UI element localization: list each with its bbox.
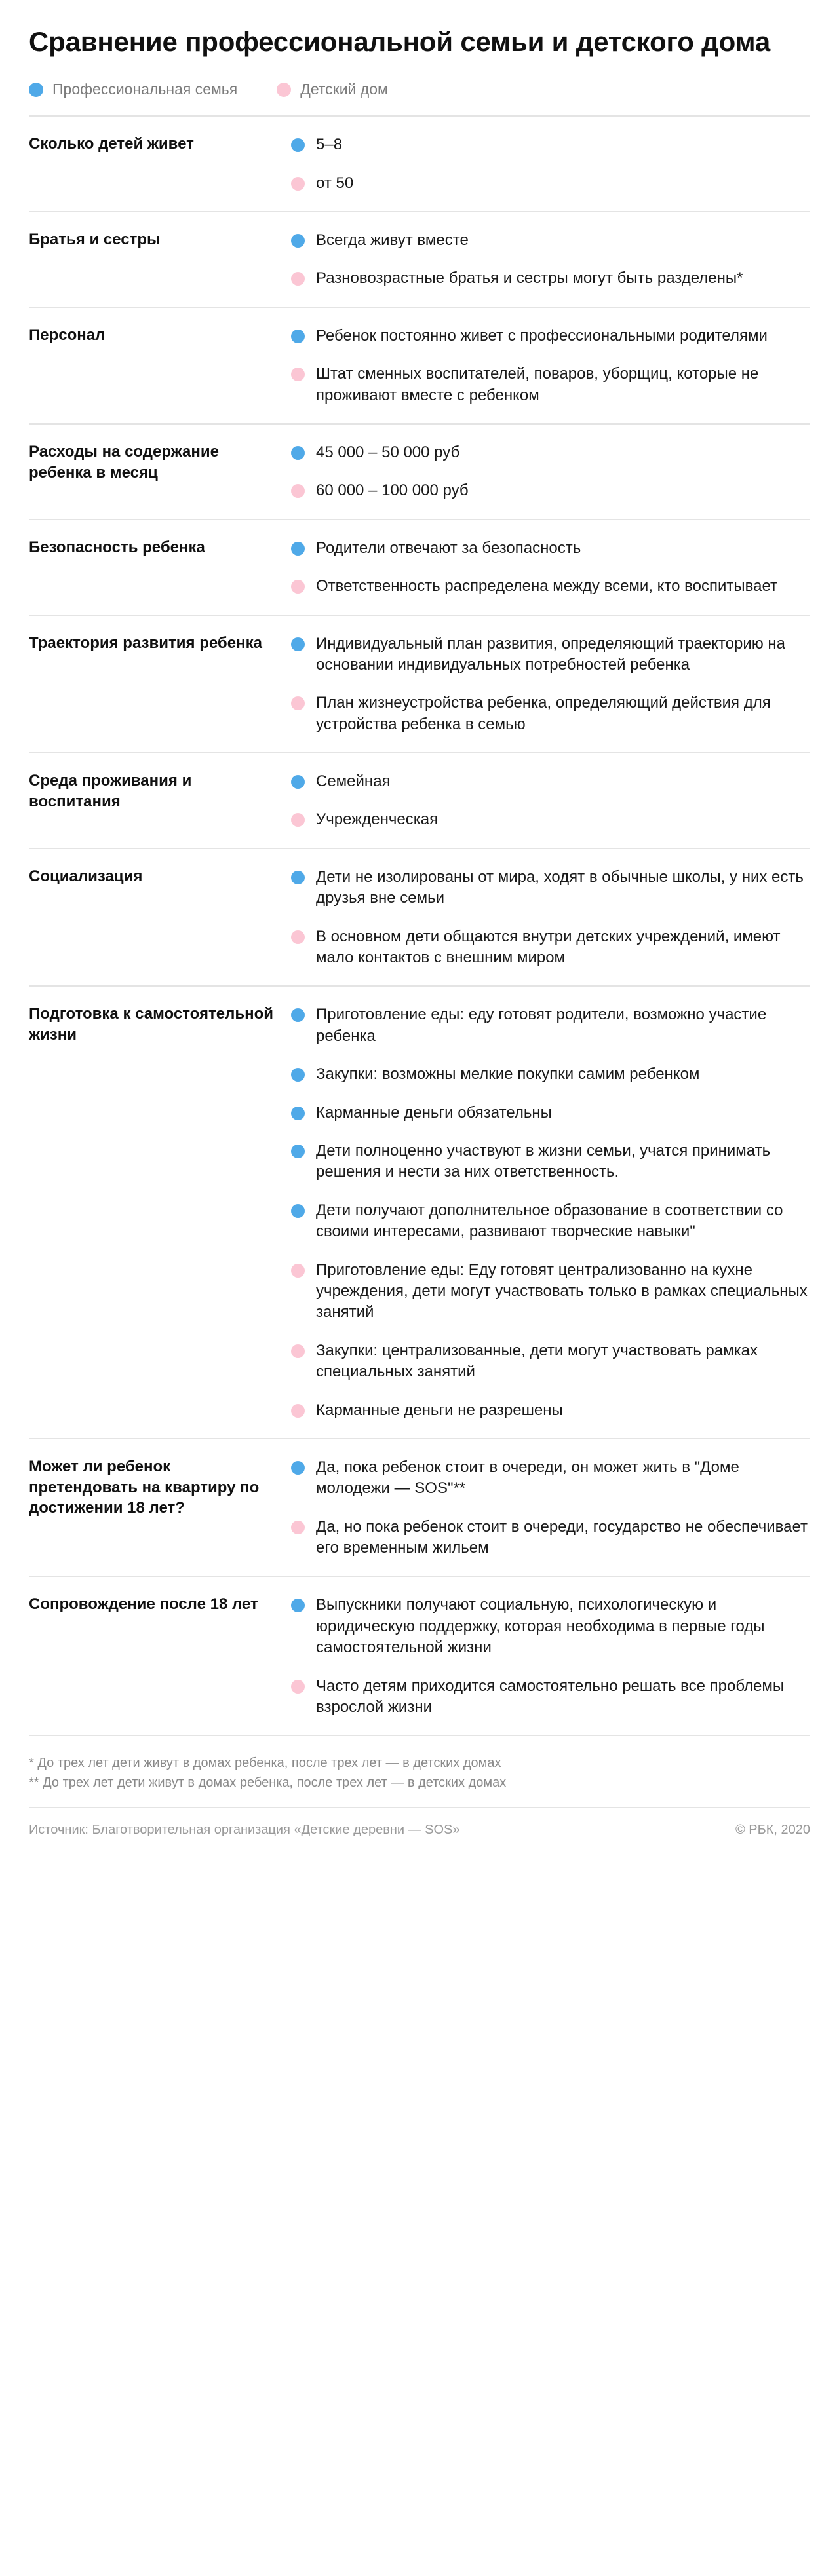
comparison-item-text: Да, пока ребенок стоит в очереди, он может жить в "Доме молодежи — SOS"** xyxy=(316,1458,739,1498)
row-items xyxy=(291,325,810,406)
comparison-item-text: Да, но пока ребенок стоит в очереди, государство не обеспечивает его временным жильем xyxy=(316,1517,808,1557)
comparison-item xyxy=(291,1517,810,1559)
comparison-item-text: Индивидуальный план развития, определяющий траекторию на основании индивидуальных потребностей ребенка xyxy=(316,634,786,673)
comparison-item-text: Приготовление еды: еду готовят родители, возможно участие ребенка xyxy=(316,1006,767,1045)
comparison-item xyxy=(291,771,810,792)
row-label: Среда проживания и воспитания xyxy=(29,772,192,810)
comparison-item-text: План жизнеустройства ребенка, определяющий действия для устройства ребенка в семью xyxy=(316,694,771,733)
comparison-row xyxy=(29,117,810,212)
comparison-item-text: Семейная xyxy=(316,772,391,791)
row-label: Подготовка к самостоятельной жизни xyxy=(29,1005,274,1044)
comparison-item xyxy=(291,692,810,735)
comparison-item xyxy=(291,926,810,969)
legend-dot-family xyxy=(29,83,43,97)
comparison-item xyxy=(291,442,810,463)
bullet-dot-orphanage-icon xyxy=(291,696,305,710)
comparison-item-text: 45 000 – 50 000 руб xyxy=(316,443,460,461)
comparison-item xyxy=(291,1595,810,1658)
comparison-row xyxy=(29,753,810,849)
bullet-dot-orphanage-icon xyxy=(291,368,305,381)
bullet-dot-family-icon xyxy=(291,1145,305,1158)
comparison-item xyxy=(291,809,810,830)
comparison-item xyxy=(291,538,810,559)
row-items xyxy=(291,1594,810,1718)
row-label: Братья и сестры xyxy=(29,231,161,249)
bullet-dot-orphanage-icon xyxy=(291,272,305,286)
comparison-item-text: Карманные деньги не разрешены xyxy=(316,1401,563,1419)
bullet-dot-family-icon xyxy=(291,1068,305,1082)
comparison-item-text: Карманные деньги обязательны xyxy=(316,1103,552,1122)
bullet-dot-family-icon xyxy=(291,542,305,556)
comparison-item xyxy=(291,576,810,597)
row-items xyxy=(291,537,810,597)
row-items xyxy=(291,770,810,831)
legend-dot-orphanage xyxy=(277,83,291,97)
comparison-item-text: Дети полноценно участвуют в жизни семьи, учатся принимать решения и нести за них ответственность. xyxy=(316,1142,771,1181)
bullet-dot-orphanage-icon xyxy=(291,1521,305,1534)
legend-label-family: Профессиональная семья xyxy=(52,81,238,98)
comparison-item-text: Приготовление еды: Еду готовят централизованно на кухне учреждения, дети могут участвовать только в рамках специальных занятий xyxy=(316,1260,808,1321)
row-label: Может ли ребенок претендовать на квартиру по достижении 18 лет? xyxy=(29,1457,260,1517)
bullet-dot-family-icon xyxy=(291,637,305,651)
comparison-row xyxy=(29,1439,810,1578)
comparison-item xyxy=(291,1260,810,1323)
credit-text: © РБК, 2020 xyxy=(735,1823,810,1838)
comparison-item-text: от 50 xyxy=(316,174,354,192)
bullet-dot-orphanage-icon xyxy=(291,580,305,594)
bullet-dot-orphanage-icon xyxy=(291,177,305,191)
comparison-item xyxy=(291,1340,810,1383)
comparison-item-text: В основном дети общаются внутри детских учреждений, имеют мало контактов с внешним миром xyxy=(316,927,781,967)
comparison-item-text: 60 000 – 100 000 руб xyxy=(316,482,469,500)
comparison-item-text: Разновозрастные братья и сестры могут быть разделены* xyxy=(316,269,743,288)
row-items xyxy=(291,866,810,969)
bullet-dot-family-icon xyxy=(291,1599,305,1612)
row-label: Сопровождение после 18 лет xyxy=(29,1595,258,1614)
comparison-row xyxy=(29,849,810,987)
comparison-item-text: Дети получают дополнительное образование в соответствии со своими интересами, развивают творческие навыки" xyxy=(316,1201,783,1241)
comparison-item-text: Всегда живут вместе xyxy=(316,231,469,250)
source-bar xyxy=(29,1807,810,1860)
comparison-item xyxy=(291,1103,810,1124)
comparison-row xyxy=(29,1577,810,1736)
comparison-item xyxy=(291,1004,810,1047)
comparison-item xyxy=(291,1400,810,1421)
bullet-dot-family-icon xyxy=(291,330,305,343)
row-label: Социализация xyxy=(29,867,143,885)
bullet-dot-orphanage-icon xyxy=(291,1404,305,1418)
comparison-row xyxy=(29,520,810,616)
comparison-row xyxy=(29,616,810,754)
bullet-dot-family-icon xyxy=(291,775,305,789)
legend-item-orphanage xyxy=(277,81,388,98)
row-label: Траектория развития ребенка xyxy=(29,634,262,652)
comparison-item xyxy=(291,1064,810,1085)
row-label: Сколько детей живет xyxy=(29,135,194,153)
bullet-dot-family-icon xyxy=(291,234,305,248)
comparison-item xyxy=(291,268,810,289)
comparison-item xyxy=(291,326,810,347)
row-label: Персонал xyxy=(29,326,106,344)
comparison-item-text: Ребенок постоянно живет с профессиональными родителями xyxy=(316,326,768,345)
comparison-item xyxy=(291,634,810,676)
comparison-item xyxy=(291,364,810,406)
row-items xyxy=(291,134,810,194)
comparison-item xyxy=(291,134,810,155)
comparison-table xyxy=(29,115,810,1736)
bullet-dot-family-icon xyxy=(291,1204,305,1218)
row-items xyxy=(291,1004,810,1420)
comparison-row xyxy=(29,425,810,520)
row-items xyxy=(291,1456,810,1559)
bullet-dot-family-icon xyxy=(291,871,305,884)
bullet-dot-orphanage-icon xyxy=(291,930,305,944)
page-title: Сравнение профессиональной семьи и детского дома xyxy=(29,26,771,57)
row-items xyxy=(291,229,810,290)
comparison-item xyxy=(291,1141,810,1183)
comparison-item xyxy=(291,1200,810,1243)
comparison-item xyxy=(291,1676,810,1718)
comparison-row xyxy=(29,308,810,425)
footnote-2: ** До трех лет дети живут в домах ребенка, после трех лет — в детских домах xyxy=(29,1775,507,1790)
legend-label-orphanage: Детский дом xyxy=(300,81,388,98)
footnote-1: * До трех лет дети живут в домах ребенка, после трех лет — в детских домах xyxy=(29,1756,501,1771)
footnotes xyxy=(29,1736,810,1795)
bullet-dot-family-icon xyxy=(291,138,305,152)
bullet-dot-family-icon xyxy=(291,1008,305,1022)
comparison-item xyxy=(291,230,810,251)
comparison-item-text: Штат сменных воспитателей, поваров, уборщиц, которые не проживают вместе с ребенком xyxy=(316,365,759,404)
comparison-item xyxy=(291,867,810,909)
bullet-dot-orphanage-icon xyxy=(291,813,305,827)
bullet-dot-family-icon xyxy=(291,1461,305,1475)
comparison-item xyxy=(291,480,810,501)
comparison-item xyxy=(291,1457,810,1500)
row-label: Расходы на содержание ребенка в месяц xyxy=(29,442,219,482)
row-items xyxy=(291,633,810,736)
comparison-item xyxy=(291,173,810,194)
source-text: Источник: Благотворительная организация «Детские деревни — SOS» xyxy=(29,1823,460,1838)
comparison-row xyxy=(29,987,810,1439)
comparison-item-text: Дети не изолированы от мира, ходят в обычные школы, у них есть друзья вне семьи xyxy=(316,867,804,907)
legend-item-family xyxy=(29,81,237,98)
row-items xyxy=(291,442,810,502)
comparison-item-text: Закупки: централизованные, дети могут участвовать рамках специальных занятий xyxy=(316,1341,758,1381)
comparison-item-text: Учрежденческая xyxy=(316,810,439,829)
comparison-item-text: 5–8 xyxy=(316,136,343,154)
comparison-row xyxy=(29,212,810,308)
bullet-dot-family-icon xyxy=(291,1107,305,1120)
row-label: Безопасность ребенка xyxy=(29,538,205,556)
comparison-item-text: Закупки: возможны мелкие покупки самим ребенком xyxy=(316,1065,700,1084)
bullet-dot-orphanage-icon xyxy=(291,1680,305,1694)
bullet-dot-orphanage-icon xyxy=(291,1264,305,1278)
comparison-item-text: Родители отвечают за безопасность xyxy=(316,539,581,557)
bullet-dot-orphanage-icon xyxy=(291,484,305,498)
comparison-item-text: Ответственность распределена между всеми, кто воспитывает xyxy=(316,577,778,596)
comparison-item-text: Часто детям приходится самостоятельно решать все проблемы взрослой жизни xyxy=(316,1676,785,1716)
bullet-dot-family-icon xyxy=(291,446,305,460)
bullet-dot-orphanage-icon xyxy=(291,1344,305,1358)
comparison-item-text: Выпускники получают социальную, психологическую и юридическую поддержку, которая необходима в первые годы самостоятельной жизни xyxy=(316,1596,765,1657)
legend xyxy=(29,81,810,115)
